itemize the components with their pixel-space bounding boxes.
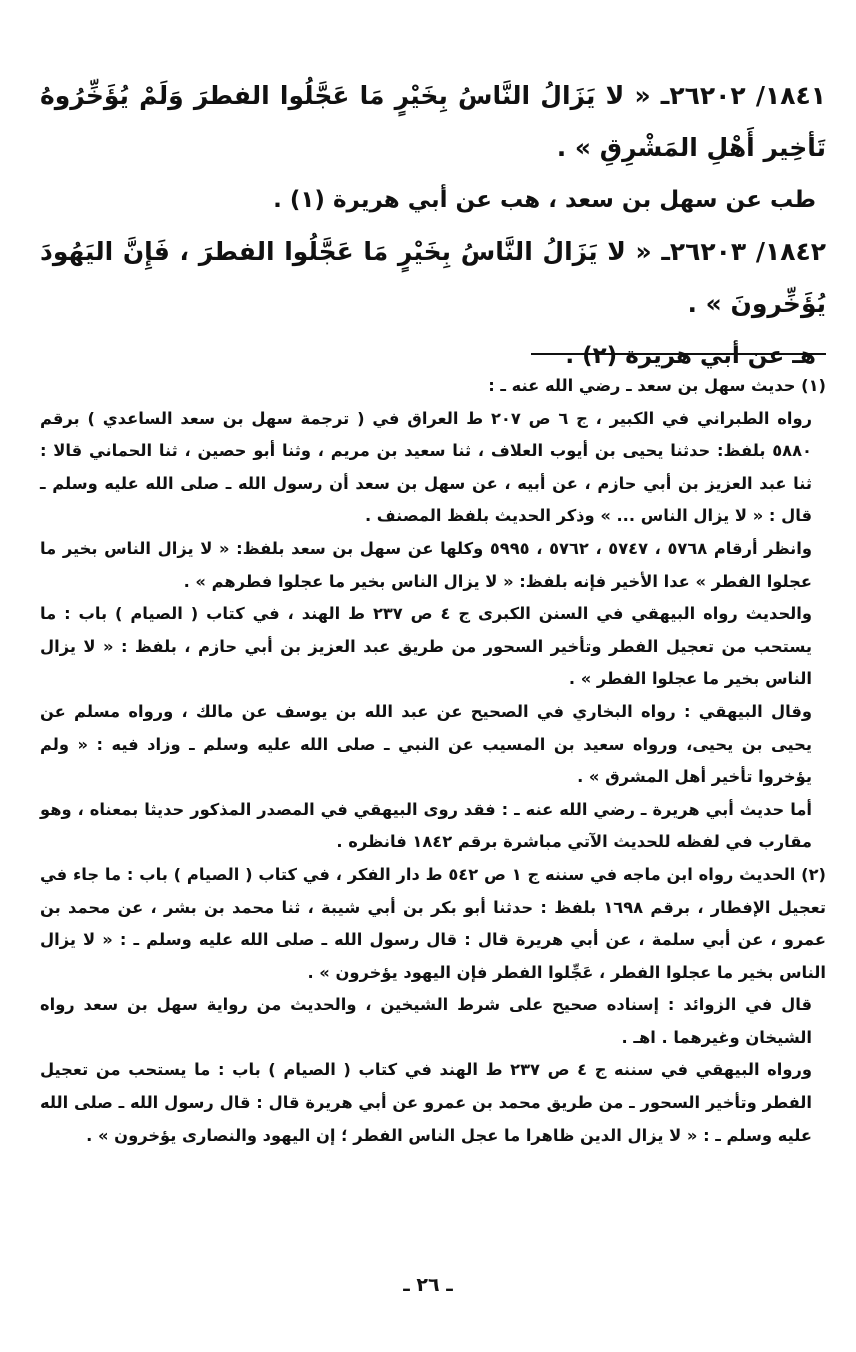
footnote-paragraph: والحديث رواه البيهقي في السنن الكبرى ج ٤ ص ٢٣٧ ط الهند ، في كتاب ( الصيام ) باب : ما يستحب من تعجيل الفطر وتأخير السحور من طريق عبد العزيز بن أبي حازم ، بلفظ : « لا يزال الناس بخير ما عجلوا الفطر » . [40, 604, 812, 689]
main-text [40, 70, 826, 382]
page-number: ـ ٢٦ ـ [403, 1274, 453, 1296]
hadith-1842: ١٨٤٢/ ٢٦٢٠٣ـ « لا يَزَالُ النَّاسُ بِخَيْرٍ مَا عَجَّلُوا الفطرَ ، فَإِنَّ اليَهُودَ يُؤَخِّرونَ » . [40, 237, 826, 318]
source-1842: هـ عن أبي هريرة (٢) . [565, 343, 816, 369]
footnote-paragraph: قال في الزوائد : إسناده صحيح على شرط الشيخين ، والحديث من رواية سهل بن سعد رواه الشيخان وغيرهما . اهـ . [40, 995, 812, 1047]
footnote-paragraph: ورواه البيهقي في سننه ج ٤ ص ٢٣٧ ط الهند في كتاب ( الصيام ) باب : ما يستحب من تعجيل الفطر وتأخير السحور ـ من طريق محمد بن عمرو عن أبي هريرة قال : قال رسول الله ـ صلى الله عليه وسلم ـ : « لا يزال الدين ظاهرا ما عجل الناس الفطر ؛ إن اليهود والنصارى يؤخرون » . [40, 1060, 812, 1145]
footnote-paragraph: وانظر أرقام ٥٧٦٨ ، ٥٧٤٧ ، ٥٧٦٢ ، ٥٩٩٥ وكلها عن سهل بن سعد بلفظ: « لا يزال الناس بخير ما عجلوا الفطر » عدا الأخير فإنه بلفظ: « لا يزال الناس بخير ما عجلوا فطرهم » . [40, 538, 812, 591]
footnote-divider [531, 353, 826, 355]
hadith-1841: ١٨٤١/ ٢٦٢٠٢ـ « لا يَزَالُ النَّاسُ بِخَيْرٍ مَا عَجَّلُوا الفطرَ وَلَمْ يُؤَخِّرُوهُ تَأخِير أَهْلِ المَشْرِقِ » . [40, 81, 826, 162]
source-1841: طب عن سهل بن سعد ، هب عن أبي هريرة (١) . [273, 187, 816, 213]
footnotes [40, 370, 826, 1152]
footnote-paragraph: وقال البيهقي : رواه البخاري في الصحيح عن عبد الله بن يوسف عن مالك ، ورواه مسلم عن يحيى بن يحيى، ورواه سعيد بن المسيب عن النبي ـ صلى الله عليه وسلم ـ وزاد فيه : « ولم يؤخروا تأخير أهل المشرق » . [40, 701, 812, 787]
footnote-1-heading: (١) حديث سهل بن سعد ـ رضي الله عنه ـ : [488, 376, 826, 395]
footnote-paragraph: رواه الطبراني في الكبير ، ج ٦ ص ٢٠٧ ط العراق في ( ترجمة سهل بن سعد الساعدي ) برقم ٥٨٨٠ بلفظ: حدثنا يحيى بن أيوب العلاف ، ثنا سعيد بن مريم ، وثنا أبو حصين ، ثنا الحماني قالا : ثنا عبد العزيز بن أبي حازم ، عن أبيه ، عن سهل بن سعد أن رسول الله ـ صلى الله عليه وسلم ـ قال : « لا يزال الناس ... » وذكر الحديث بلفظ المصنف . [40, 408, 812, 526]
footnote-paragraph: أما حديث أبي هريرة ـ رضي الله عنه ـ : فقد روى البيهقي في المصدر المذكور حديثا بمعناه ، وهو مقارب في لفظه للحديث الآتي مباشرة برقم ١٨٤٢ فانظره . [40, 799, 812, 852]
footnote-2-heading: (٢) الحديث رواه ابن ماجه في سننه ج ١ ص ٥٤٢ ط دار الفكر ، في كتاب ( الصيام ) باب : ما جاء في تعجيل الإفطار ، برقم ١٦٩٨ بلفظ : حدثنا أبو بكر بن أبي شيبة ، ثنا محمد بن بشر ، عن محمد بن عمرو ، عن أبي سلمة ، عن أبي هريرة قال : قال رسول الله ـ صلى الله عليه وسلم ـ : « لا يزال الناس بخير ما عجلوا الفطر ، عَجِّلوا الفطر فإن اليهود يؤخرون » . [40, 864, 826, 982]
